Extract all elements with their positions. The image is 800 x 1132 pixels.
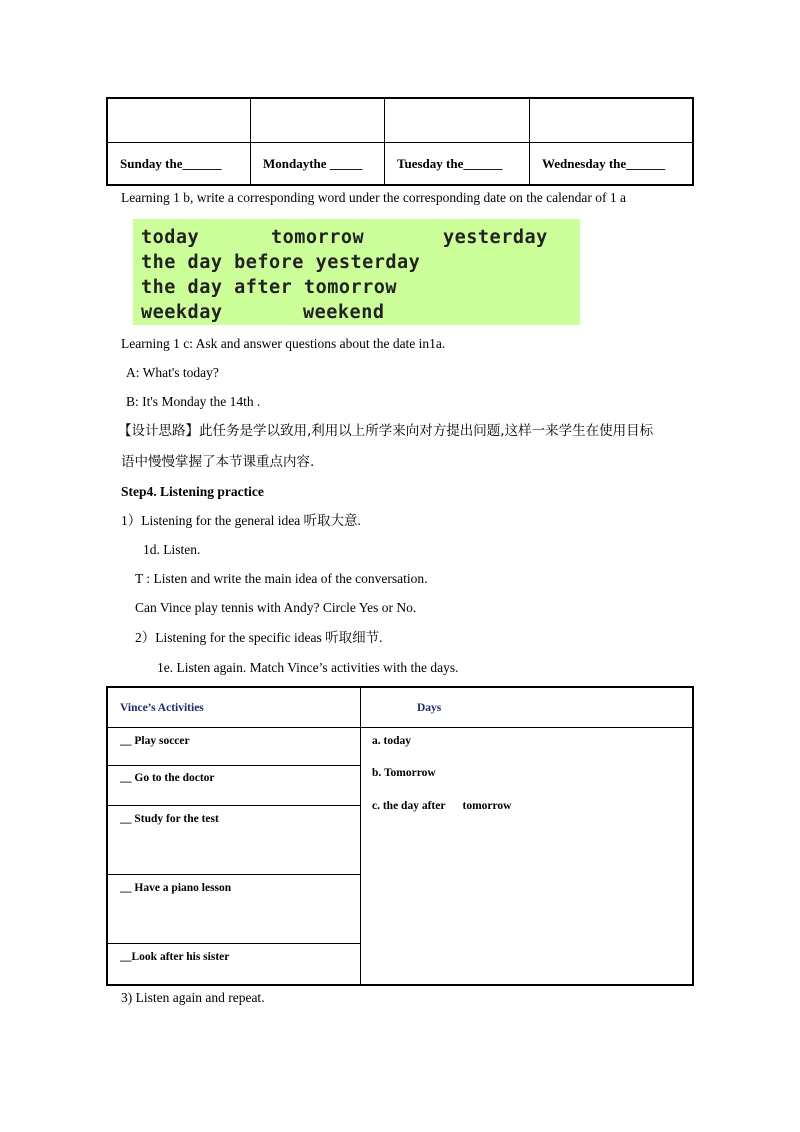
learning-1c-text: Learning 1 c: Ask and answer questions about the date in1a. — [121, 336, 446, 351]
header-activities: Vince’s Activities — [120, 702, 204, 714]
calendar-table — [106, 97, 694, 186]
word-weekday: weekday — [141, 302, 223, 323]
word-day-before-yesterday: the day before yesterday — [141, 252, 421, 273]
calendar-day-cell: Mondaythe _____ — [251, 143, 385, 186]
table-row-divider — [108, 805, 360, 806]
activity-1d-text: 1d. Listen. — [143, 542, 201, 557]
calendar-blank-cell — [251, 99, 385, 142]
word-box — [133, 219, 580, 325]
table-row-divider — [108, 765, 360, 766]
matching-table — [106, 686, 694, 986]
calendar-blank-cell — [108, 99, 251, 142]
calendar-day-cell: Sunday the______ — [108, 143, 251, 186]
listening-general-text: 1）Listening for the general idea 听取大意. — [121, 513, 361, 528]
day-tomorrow: b. Tomorrow — [372, 767, 436, 779]
teacher-instruction-text: T : Listen and write the main idea of the conversation. — [135, 571, 428, 586]
calendar-day-row — [108, 143, 692, 186]
dialog-b-text: B: It's Monday the 14th . — [126, 394, 261, 409]
design-thinking-line1: 【设计思路】此任务是学以致用,利用以上所学来向对方提出问题,这样一来学生在使用目标 — [118, 423, 654, 439]
calendar-blank-cell — [385, 99, 530, 142]
activity-piano-lesson: __ Have a piano lesson — [120, 882, 232, 894]
activity-look-after-sister: __Look after his sister — [120, 951, 230, 963]
activity-go-to-doctor: __ Go to the doctor — [120, 772, 215, 784]
table-row-divider — [108, 943, 360, 944]
calendar-day-cell: Tuesday the______ — [385, 143, 530, 186]
step4-heading: Step4. Listening practice — [121, 484, 264, 499]
learning-1b-text: Learning 1 b, write a corresponding word under the corresponding date on the calendar of 1 a — [121, 190, 626, 205]
calendar-blank-cell — [530, 99, 692, 142]
day-today: a. today — [372, 735, 411, 747]
listening-specific-text: 2）Listening for the specific ideas 听取细节. — [135, 630, 383, 645]
question-text: Can Vince play tennis with Andy? Circle Yes or No. — [135, 600, 417, 615]
table-row-divider — [108, 727, 694, 728]
header-days: Days — [417, 702, 442, 714]
day-after-tomorrow: c. the day after tomorrow — [372, 800, 512, 812]
activity-1e-text: 1e. Listen again. Match Vince’s activities with the days. — [157, 660, 459, 675]
calendar-day-cell: Wednesday the______ — [542, 155, 666, 171]
table-row-divider — [108, 874, 360, 875]
activity-study-for-test: __ Study for the test — [120, 813, 219, 825]
listen-repeat-text: 3) Listen again and repeat. — [121, 990, 265, 1005]
design-thinking-line2: 语中慢慢掌握了本节课重点内容. — [121, 454, 315, 470]
word-today: today — [141, 227, 200, 248]
table-divider — [360, 688, 361, 984]
word-day-after-tomorrow: the day after tomorrow — [141, 277, 398, 298]
calendar-blank-row — [108, 99, 692, 143]
word-tomorrow: tomorrow — [271, 227, 365, 248]
dialog-a-text: A: What's today? — [126, 365, 219, 380]
activity-play-soccer: __ Play soccer — [120, 735, 190, 747]
word-weekend: weekend — [303, 302, 385, 323]
word-yesterday: yesterday — [443, 227, 548, 248]
